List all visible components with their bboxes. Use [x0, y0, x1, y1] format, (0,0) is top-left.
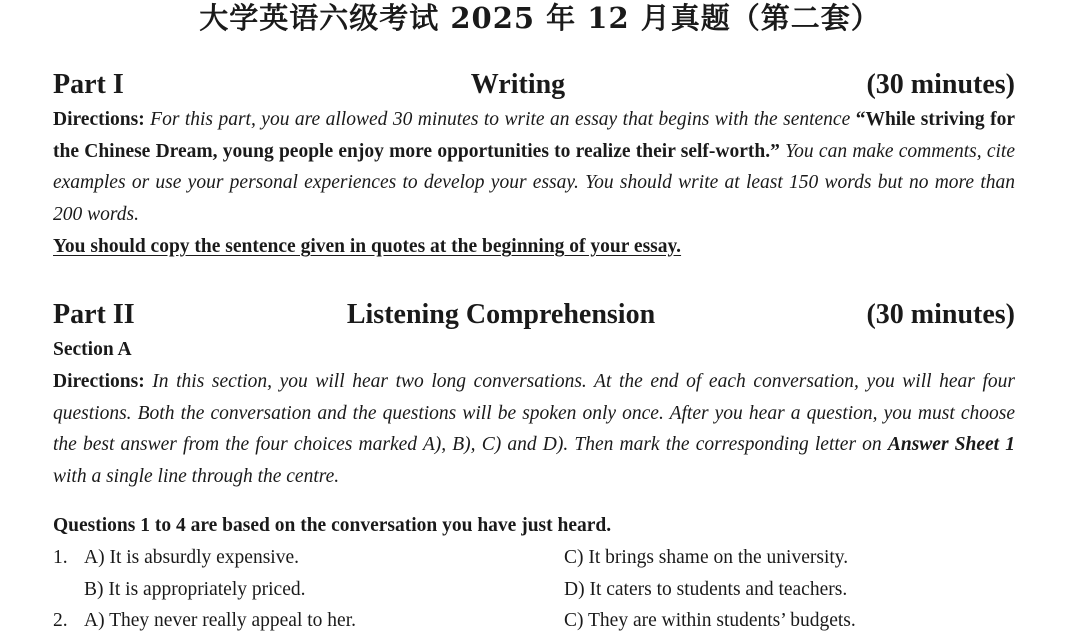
question-1-option-b: B) It is appropriately priced. [84, 579, 306, 600]
part2-label: Part II [53, 299, 135, 330]
part2-duration: (30 minutes) [866, 299, 1015, 330]
question-1-option-d: D) It caters to students and teachers. [564, 579, 848, 600]
part1-directions [53, 104, 1015, 230]
part1-duration: (30 minutes) [866, 69, 1015, 100]
part2-name: Listening Comprehension [346, 299, 656, 330]
question-2-option-a: A) They never really appeal to her. [84, 610, 356, 631]
exam-title: 大学英语六级考试 2025 年 12 月真题（第二套） [199, 1, 881, 35]
question-1-option-c: C) It brings shame on the university. [564, 547, 849, 568]
question-1-option-a: A) It is absurdly expensive. [84, 547, 299, 568]
part1-directions-label: Directions: [53, 109, 145, 130]
part2-heading [53, 297, 1015, 333]
question-2-option-c: C) They are within students’ budgets. [564, 610, 856, 631]
part1-directions-quote: “While striving for the Chinese Dream, young people enjoy more opportunities to realize their self-worth.” [53, 109, 1016, 162]
part1-label: Part I [53, 69, 124, 100]
part1-heading [53, 67, 1015, 103]
section-a-label: Section A [53, 339, 132, 360]
question-number: 1. [53, 547, 68, 568]
part1-instruction: You should copy the sentence given in quotes at the beginning of your essay. [53, 236, 682, 257]
answer-sheet-reference: Answer Sheet 1 [887, 434, 1016, 455]
part1-directions-text-2: You can make comments, cite examples or use your personal experiences to develop your essay. You should write at least 150 words but no more than 200 words. [53, 140, 1015, 225]
question-group-heading: Questions 1 to 4 are based on the conversation you have just heard. [53, 515, 612, 536]
part1-directions-text-1: For this part, you are allowed 30 minutes to write an essay that begins with the sentence [144, 109, 856, 130]
part2-directions-label: Directions: [53, 371, 145, 392]
part2-directions [53, 366, 1015, 492]
part1-name: Writing [470, 69, 566, 100]
part2-directions-text-1: In this section, you will hear two long conversations. At the end of each conversation, you will hear four questions. Both the conversation and the questions will be spoken only once. After you hear a question, you must choose the best answer from the four choices marked A), B), C) and D). Then mark the corresponding letter on [53, 371, 1015, 455]
question-number: 2. [53, 610, 68, 631]
part2-directions-text-2: with a single line through the centre. [53, 465, 340, 487]
